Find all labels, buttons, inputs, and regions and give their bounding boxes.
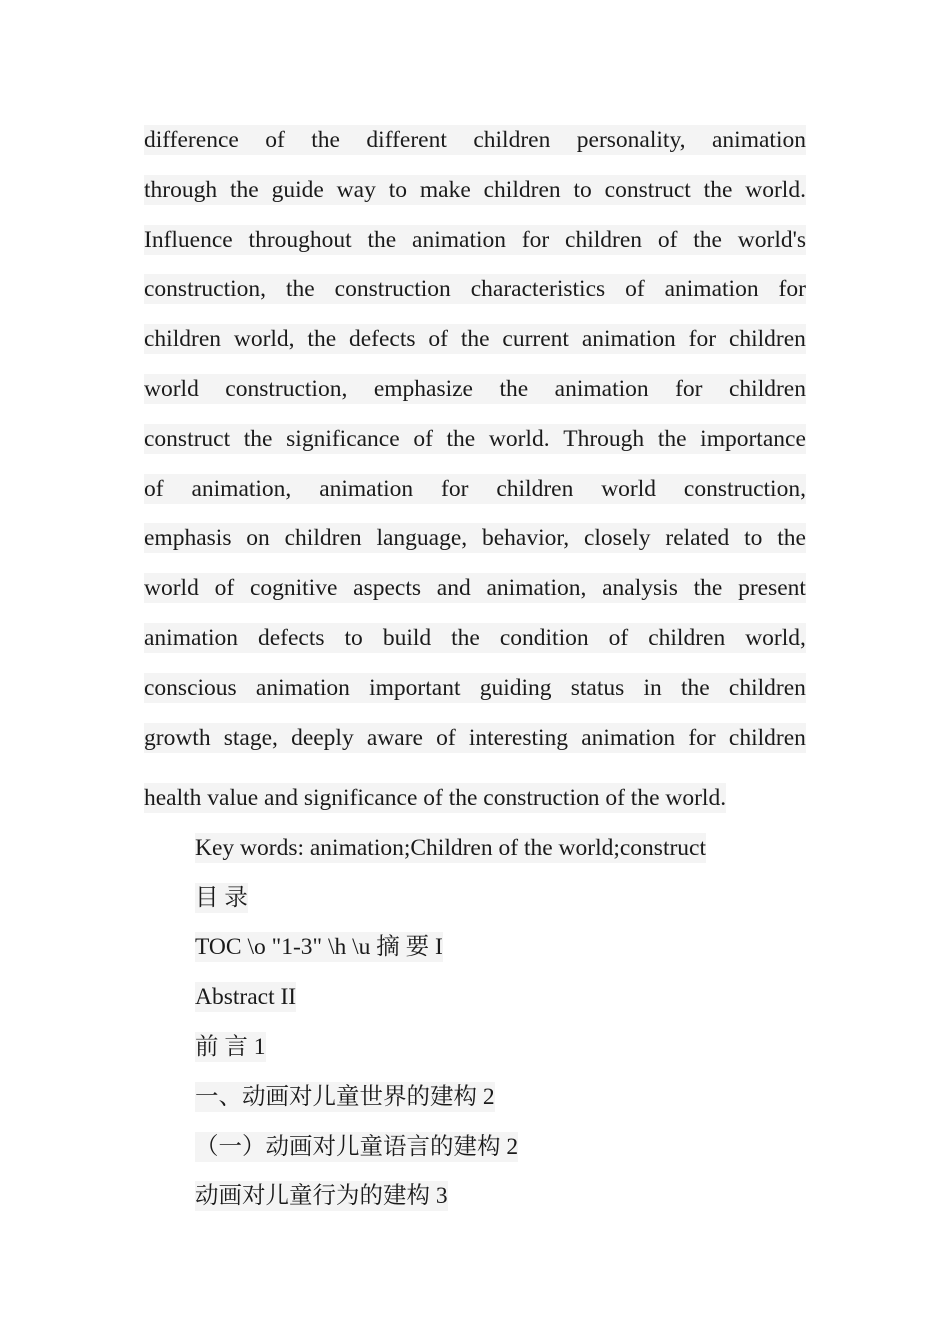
word: children	[483, 176, 561, 203]
word: animation	[664, 276, 759, 303]
word: language,	[376, 525, 468, 552]
word: animation	[319, 475, 414, 502]
word: for	[441, 475, 469, 502]
word: children	[284, 525, 362, 552]
abstract-line-text	[144, 225, 806, 255]
word: the	[693, 226, 722, 253]
word: children	[648, 624, 726, 651]
abstract-line-text	[144, 175, 806, 205]
word: animation	[255, 674, 350, 701]
word: closely	[583, 525, 651, 552]
word: world	[144, 575, 199, 602]
toc-entry	[144, 1121, 806, 1171]
word: way	[336, 176, 376, 203]
toc-heading-text: 目 录	[195, 884, 248, 911]
word: world.	[745, 176, 806, 203]
word: children	[728, 674, 806, 701]
abstract-line-text	[144, 673, 806, 703]
word: the	[703, 176, 733, 203]
word: different	[366, 127, 447, 153]
word: significance	[286, 425, 400, 452]
word: defects	[349, 326, 416, 353]
word: emphasize	[373, 375, 473, 402]
document-body	[144, 125, 806, 1221]
word: animation	[554, 375, 649, 402]
word: for	[521, 226, 550, 253]
keywords-line	[144, 822, 806, 872]
toc-entry	[144, 1071, 806, 1121]
word: stage,	[223, 724, 278, 751]
abstract-line	[144, 125, 806, 175]
word: animation,	[191, 475, 292, 502]
word: world,	[745, 624, 806, 651]
word: of	[436, 724, 456, 751]
abstract-line	[144, 673, 806, 723]
word: construction,	[683, 475, 806, 502]
abstract-line	[144, 274, 806, 324]
abstract-line-text	[144, 573, 806, 603]
word: animation,	[486, 575, 587, 602]
word: of	[428, 326, 448, 353]
word: world's	[737, 226, 806, 253]
abstract-line	[144, 175, 806, 225]
word: animation	[712, 127, 806, 153]
word: analysis	[602, 575, 678, 602]
toc-entry-text: （一）动画对儿童语言的建构 2	[195, 1133, 519, 1160]
toc-entry	[144, 972, 806, 1022]
word: to	[573, 176, 592, 203]
word: deeply	[291, 724, 354, 751]
toc-entry-text: 前 言 1	[195, 1033, 266, 1060]
word: animation	[581, 326, 676, 353]
word: the	[446, 425, 476, 452]
word: Through	[563, 425, 645, 452]
word: the	[367, 226, 397, 253]
word: related	[665, 525, 730, 552]
word: important	[369, 674, 461, 701]
abstract-line-text	[144, 125, 806, 155]
abstract-line-text	[144, 623, 806, 653]
word: the	[307, 326, 337, 353]
abstract-line	[144, 324, 806, 374]
toc-entry-text: Abstract II	[195, 984, 297, 1011]
word: in	[643, 674, 662, 701]
word: interesting	[468, 724, 569, 751]
toc-entry-text: 一、动画对儿童世界的建构 2	[195, 1083, 495, 1110]
word: personality,	[576, 127, 686, 153]
word: world.	[488, 425, 550, 452]
abstract-line-text	[144, 474, 806, 504]
word: construction,	[144, 276, 267, 303]
word: difference	[144, 127, 239, 153]
word: construct	[144, 425, 231, 452]
abstract-line-text	[144, 374, 806, 404]
word: through	[144, 176, 218, 203]
abstract-line	[144, 723, 806, 773]
word: aspects	[353, 575, 422, 602]
abstract-line-text	[144, 523, 806, 553]
word: behavior,	[481, 525, 570, 552]
word: current	[502, 326, 569, 353]
keywords-text: Key words: animation;Children of the world;construct	[195, 834, 707, 861]
word: to	[744, 525, 763, 552]
toc-entry	[144, 1021, 806, 1071]
word: children	[728, 326, 806, 353]
abstract-line	[144, 623, 806, 673]
word: the	[229, 176, 259, 203]
word: defects	[257, 624, 325, 651]
word: the	[311, 127, 340, 153]
word: conscious	[144, 674, 237, 701]
word: to	[388, 176, 407, 203]
word: animation	[144, 624, 238, 651]
word: condition	[499, 624, 589, 651]
abstract-line-last	[144, 772, 806, 822]
word: guiding	[479, 674, 552, 701]
word: the	[285, 276, 315, 303]
toc-entry-text: 动画对儿童行为的建构 3	[195, 1183, 448, 1210]
word: the	[243, 425, 273, 452]
word: the	[451, 624, 480, 651]
word: characteristics	[470, 276, 606, 303]
word: construction,	[225, 375, 348, 402]
word: the	[693, 575, 723, 602]
word: of	[214, 575, 235, 602]
abstract-line-text	[144, 324, 806, 354]
abstract-line	[144, 374, 806, 424]
abstract-line	[144, 523, 806, 573]
word: the	[657, 425, 687, 452]
toc-entry	[144, 922, 806, 972]
word: aware	[366, 724, 423, 751]
toc-entry-text: TOC \o "1-3" \h \u 摘 要 I	[195, 934, 443, 961]
word: children	[565, 226, 643, 253]
word: the	[499, 375, 529, 402]
word: emphasis	[144, 525, 232, 552]
word: Influence	[144, 226, 233, 253]
word: guide	[271, 176, 324, 203]
word: make	[419, 176, 471, 203]
abstract-line-text	[144, 424, 806, 454]
word: children	[473, 127, 551, 153]
toc-heading	[144, 872, 806, 922]
word: status	[570, 674, 625, 701]
word: of	[657, 226, 678, 253]
word: children	[728, 724, 806, 751]
word: animation	[581, 724, 676, 751]
word: and	[436, 575, 471, 602]
word: construction	[334, 276, 451, 303]
word: for	[688, 724, 716, 751]
word: world	[601, 475, 657, 502]
word: build	[382, 624, 432, 651]
abstract-line	[144, 474, 806, 524]
word: of	[608, 624, 629, 651]
word: construct	[604, 176, 691, 203]
abstract-line	[144, 424, 806, 474]
word: children	[144, 326, 221, 353]
word: the	[680, 674, 710, 701]
word: the	[460, 326, 490, 353]
word: present	[738, 575, 806, 602]
abstract-line-text: health value and significance of the construction of the world.	[144, 784, 727, 811]
word: children	[496, 475, 574, 502]
abstract-line	[144, 225, 806, 275]
word: animation	[412, 226, 507, 253]
word: the	[777, 525, 806, 552]
word: children	[728, 375, 806, 402]
word: on	[246, 525, 270, 552]
word: cognitive	[249, 575, 338, 602]
word: growth	[144, 724, 211, 751]
word: of	[625, 276, 645, 303]
abstract-line	[144, 573, 806, 623]
word: world,	[233, 326, 295, 353]
word: throughout	[248, 226, 352, 253]
word: importance	[700, 425, 806, 452]
word: world	[144, 375, 199, 402]
word: of	[413, 425, 433, 452]
word: to	[344, 624, 363, 651]
word: for	[675, 375, 703, 402]
word: of	[265, 127, 285, 153]
word: for	[688, 326, 717, 353]
word: of	[144, 475, 164, 502]
abstract-line-text	[144, 274, 806, 304]
abstract-line-text	[144, 723, 806, 753]
toc-entry	[144, 1171, 806, 1221]
word: for	[778, 276, 806, 303]
